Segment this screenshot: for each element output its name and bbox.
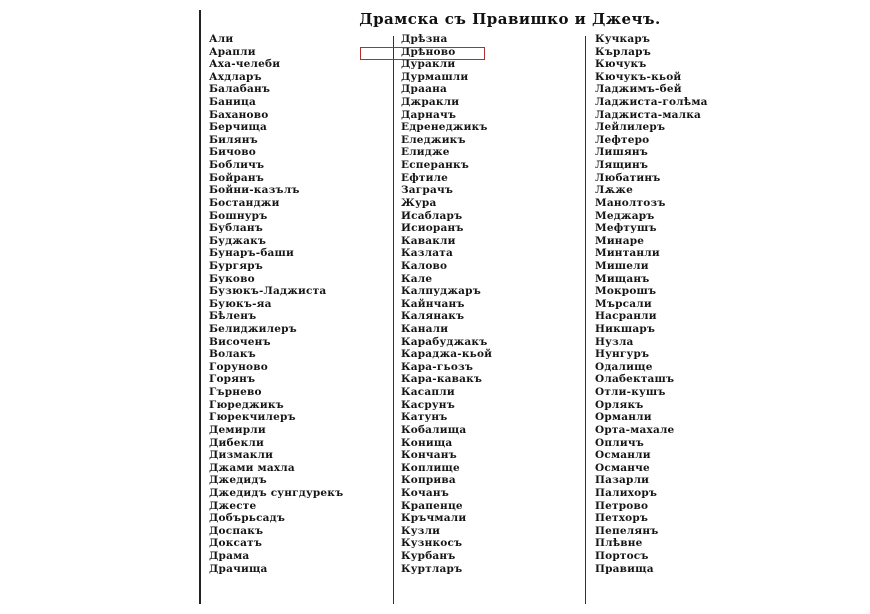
list-item: Лящинъ — [595, 159, 649, 172]
list-item: Демирли — [209, 423, 266, 436]
list-item: Джракли — [401, 96, 460, 109]
list-item: Дизмакли — [209, 449, 274, 462]
list-item: Горянъ — [209, 373, 256, 386]
village-column-3 — [595, 33, 775, 575]
list-item: Минаре — [595, 234, 645, 247]
list-item: Манолтозъ — [595, 196, 666, 209]
list-item: Олабекташъ — [595, 373, 675, 386]
list-item: Бошнуръ — [209, 209, 268, 222]
list-item: Кръчмали — [401, 512, 467, 525]
list-item: Касапли — [401, 386, 455, 399]
list-item: Меджаръ — [595, 209, 655, 222]
list-item: Берчища — [209, 121, 268, 134]
list-item: Нунгуръ — [595, 348, 650, 361]
list-item: Исиоранъ — [401, 222, 464, 235]
list-item: Мишели — [595, 259, 649, 272]
list-item: Курбанъ — [401, 549, 456, 562]
list-item: Лефтеро — [595, 133, 650, 146]
list-item: Заграчъ — [401, 184, 454, 197]
list-item: Османче — [595, 461, 650, 474]
list-item: Мищанъ — [595, 272, 650, 285]
village-column-2 — [401, 33, 581, 575]
list-item: Гюрекчилеръ — [209, 411, 296, 424]
list-item: Лишянъ — [595, 146, 649, 159]
list-item: Джедидъ сунгдурекъ — [209, 486, 344, 499]
list-item: Буджакъ — [209, 234, 267, 247]
list-item: Билянъ — [209, 133, 258, 146]
list-item: Конища — [401, 436, 453, 449]
list-item: Калово — [401, 259, 448, 272]
list-item: Кърларъ — [595, 45, 651, 58]
list-item: Кара-кавакъ — [401, 373, 483, 386]
list-item: Височенъ — [209, 335, 271, 348]
list-item: Лейлилеръ — [595, 121, 666, 134]
list-item: Орта-махале — [595, 423, 675, 436]
list-item: Бузюкъ-Ладжиста — [209, 285, 327, 298]
list-item: Коплище — [401, 461, 460, 474]
list-item: Одалище — [595, 360, 653, 373]
list-item: Мокрошъ — [595, 285, 657, 298]
list-item: Кучкаръ — [595, 33, 651, 45]
list-item: Джедидъ — [209, 474, 267, 487]
list-item: Гърнево — [209, 386, 262, 399]
list-item: Кючукъ-кьой — [595, 70, 682, 83]
list-item: Калпуджаръ — [401, 285, 481, 298]
list-item: Калянакъ — [401, 310, 465, 323]
list-item: Ладжимъ-бей — [595, 83, 682, 96]
list-item: Мърсали — [595, 297, 652, 310]
list-item: Плѣвне — [595, 537, 643, 550]
list-item: Никшаръ — [595, 323, 656, 336]
list-item: Гюреджикъ — [209, 398, 284, 411]
list-item: Ахдларъ — [209, 70, 262, 83]
list-item: Кузнкосъ — [401, 537, 463, 550]
list-item: Казлата — [401, 247, 453, 260]
list-item: Есперанкъ — [401, 159, 470, 172]
list-item: Ладжиста-голѣма — [595, 96, 708, 109]
list-item: Пазарли — [595, 474, 650, 487]
list-item: Арапли — [209, 45, 256, 58]
list-item: Еледжикъ — [401, 133, 466, 146]
list-item: Дуракли — [401, 58, 456, 71]
list-item: Волакъ — [209, 348, 256, 361]
list-item: Буково — [209, 272, 255, 285]
list-item: Кючукъ — [595, 58, 647, 71]
list-item: Правища — [595, 562, 654, 575]
list-item: Кузли — [401, 524, 441, 537]
list-item: Кончанъ — [401, 449, 457, 462]
list-item: Кале — [401, 272, 433, 285]
list-item: Отли-кушъ — [595, 386, 666, 399]
list-item: Кочанъ — [401, 486, 449, 499]
list-item: Минтанли — [595, 247, 660, 260]
list-item: Кавакли — [401, 234, 456, 247]
page-title: Драмска съ Правишко и Джечъ. — [359, 10, 661, 28]
list-item: Али — [209, 33, 234, 45]
list-item: Мефтушъ — [595, 222, 657, 235]
list-item: Добърьсадъ — [209, 512, 286, 525]
list-item: Драма — [209, 549, 250, 562]
village-column-1 — [209, 33, 389, 575]
list-item: Лѫже — [595, 184, 633, 197]
list-item: Любатинъ — [595, 171, 661, 184]
list-item: Пепелянъ — [595, 524, 659, 537]
list-item: Исабларъ — [401, 209, 463, 222]
left-margin-rule — [199, 10, 201, 604]
list-item: Баханово — [209, 108, 269, 121]
list-item: Дурмашли — [401, 70, 469, 83]
list-item: Бунаръ-баши — [209, 247, 295, 260]
list-item: Бойни-казълъ — [209, 184, 300, 197]
list-item: Бойранъ — [209, 171, 265, 184]
list-item: Касрунъ — [401, 398, 455, 411]
list-item: Драана — [401, 83, 447, 96]
column-divider — [393, 36, 394, 604]
list-item: Ефтиле — [401, 171, 449, 184]
list-item: Караджа-кьой — [401, 348, 493, 361]
list-item: Драчища — [209, 562, 268, 575]
list-item: Дибекли — [209, 436, 264, 449]
list-item: Бостанджи — [209, 196, 280, 209]
list-item: Карабуджакъ — [401, 335, 488, 348]
list-item: Бургяръ — [209, 259, 264, 272]
list-item: Бобличъ — [209, 159, 265, 172]
list-item: Кобалища — [401, 423, 467, 436]
list-item: Бубланъ — [209, 222, 264, 235]
list-item: Куртларъ — [401, 562, 463, 575]
list-item: Едренеджикъ — [401, 121, 488, 134]
list-item: Горуново — [209, 360, 268, 373]
list-item: Канали — [401, 323, 449, 336]
list-item: Доксатъ — [209, 537, 263, 550]
list-item: Палихоръ — [595, 486, 658, 499]
column-divider — [585, 36, 586, 604]
list-item: Портосъ — [595, 549, 649, 562]
list-item: Ладжиста-малка — [595, 108, 702, 121]
list-item: Кара-гьозъ — [401, 360, 474, 373]
list-item: Балабанъ — [209, 83, 271, 96]
list-item: Петхоръ — [595, 512, 649, 525]
list-item: Елидже — [401, 146, 450, 159]
list-item: Опличъ — [595, 436, 644, 449]
list-item: Дрѣзна — [401, 33, 448, 45]
list-item: Доспакъ — [209, 524, 264, 537]
list-item: Буюкъ-яа — [209, 297, 272, 310]
list-item: Катунъ — [401, 411, 448, 424]
list-item: Османли — [595, 449, 651, 462]
list-item: Кайнчанъ — [401, 297, 465, 310]
list-item: Петрово — [595, 499, 649, 512]
list-item: Орманли — [595, 411, 652, 424]
list-item: Джами махла — [209, 461, 295, 474]
list-item: Жура — [401, 196, 437, 209]
list-item: Джесте — [209, 499, 257, 512]
list-item: Дарначъ — [401, 108, 457, 121]
list-item: Белиджилеръ — [209, 323, 297, 336]
list-item: Крапенце — [401, 499, 463, 512]
list-item: Насранли — [595, 310, 657, 323]
list-item: Аха-челеби — [209, 58, 281, 71]
list-item: Бѣленъ — [209, 310, 257, 323]
list-item: Коприва — [401, 474, 456, 487]
list-item: Баница — [209, 96, 257, 109]
list-item: Бичово — [209, 146, 256, 159]
list-item: Нузла — [595, 335, 634, 348]
list-item: Дрѣново — [401, 45, 456, 58]
list-item: Орлякъ — [595, 398, 644, 411]
